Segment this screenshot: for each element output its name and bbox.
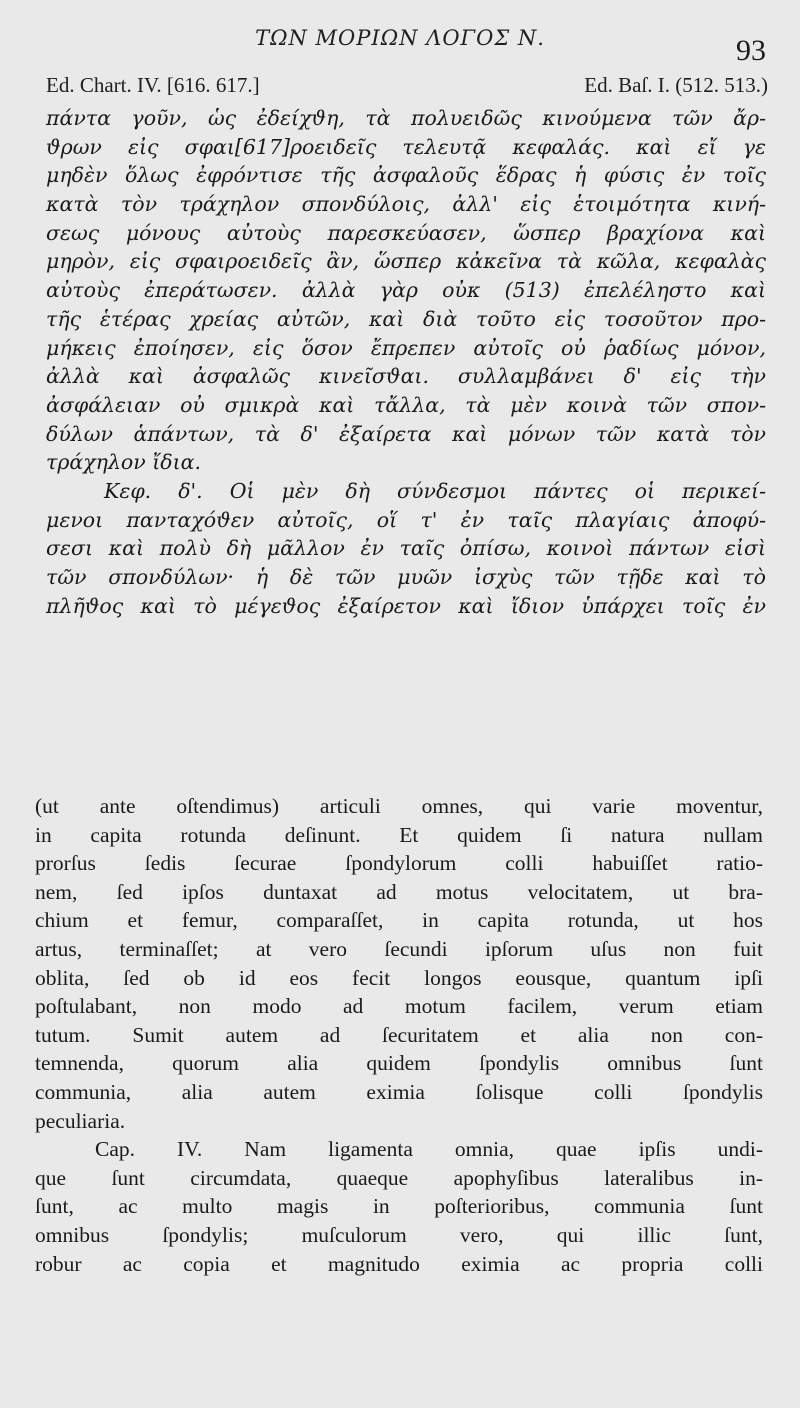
greek-line: μηδὲν ὅλως ἐφρόντισε τῆς ἀσφαλοῦς ἕδρας ἡ φύσις ἐν τοῖς (46, 163, 766, 188)
greek-line: μηρὸν, εἰς σφαιροειδεῖς ἂν, ὥσπερ κἀκεῖνα τὰ κῶλα, κεφαλὰς (46, 249, 766, 274)
greek-line: τῆς ἑτέρας χρείας αὐτῶν, καὶ διὰ τοῦτο εἰς τοσοῦτον προ- (46, 306, 766, 331)
greek-line: δύλων ἁπάντων, τὰ δ' ἐξαίρετα καὶ μόνων τῶν κατὰ τὸν (46, 421, 766, 446)
latin-line: artus, terminaſſet; at vero ſecundi ipſorum uſus non fuit (35, 936, 763, 961)
latin-line: omnibus ſpondylis; muſculorum vero, qui illic ſunt, (35, 1222, 763, 1247)
latin-line: oblita, ſed ob id eos fecit longos eousque, quantum ipſi (35, 965, 763, 990)
greek-line: σεως μόνους αὐτοὺς παρεσκεύασεν, ὥσπερ βραχίονα καὶ (46, 220, 766, 245)
greek-line: ϑρων εἰς σφαι[617]ροειδεῖς τελευτᾷ κεφαλάς. καὶ εἴ γε (46, 134, 766, 159)
latin-line: que ſunt circumdata, quaeque apophyſibus lateralibus in- (35, 1165, 763, 1190)
running-title: ΤΩΝ ΜΟΡΙΩΝ ΛΟΓΟΣ Ν. (255, 26, 545, 50)
greek-chapter-heading-line: Κεφ. δ'. Οἱ μὲν δὴ σύνδεσμοι πάντες οἱ περικεί- (104, 478, 766, 503)
greek-line: πάντα γοῦν, ὡς ἐδείχϑη, τὰ πολυειδῶς κινούμενα τῶν ἄρ- (46, 106, 766, 130)
edition-reference-basel: Ed. Baſ. I. (512. 513.) (584, 73, 768, 97)
greek-line: μήκεις ἐποίησεν, εἰς ὅσον ἔπρεπεν αὐτοῖς οὐ ῥαδίως μόνον, (46, 335, 766, 360)
latin-line: tutum. Sumit autem ad ſecuritatem et alia non con- (35, 1022, 763, 1047)
latin-line: chium et femur, comparaſſet, in capita rotunda, ut hos (35, 908, 763, 933)
greek-line: μενοι πανταχόϑεν αὐτοῖς, οἵ τ' ἐν ταῖς πλαγίαις ἀποφύ- (46, 507, 766, 532)
greek-line: σεσι καὶ πολὺ δὴ μᾶλλον ἐν ταῖς ὀπίσω, κοινοὶ πάντων εἰσὶ (46, 536, 766, 561)
latin-chapter-heading-line: Cap. IV. Nam ligamenta omnia, quae ipſis undi- (95, 1137, 763, 1162)
greek-line: τῶν σπονδύλων· ἡ δὲ τῶν μυῶν ἰσχὺς τῶν τῇδε καὶ τὸ (46, 565, 766, 589)
greek-line: ἀλλὰ καὶ ἀσφαλῶς κινεῖσϑαι. συλλαμβάνει δ' εἰς τὴν (46, 364, 766, 389)
latin-line: robur ac copia et magnitudo eximia ac propria colli (35, 1251, 763, 1276)
edition-reference-chartier: Ed. Chart. IV. [616. 617.] (46, 73, 260, 97)
greek-line: κατὰ τὸν τράχηλον σπονδύλοις, ἀλλ' εἰς ἑτοιμότητα κινή- (46, 192, 766, 217)
greek-line: τράχηλον ἴδια. (46, 450, 202, 475)
latin-line: prorſus ſedis ſecurae ſpondylorum colli habuiſſet ratio- (35, 851, 763, 876)
latin-line: in capita rotunda deſinunt. Et quidem ſi natura nullam (35, 822, 763, 847)
latin-text-block (35, 792, 763, 1278)
latin-line: communia, alia autem eximia ſolisque colli ſpondylis (35, 1079, 763, 1104)
page-number: 93 (736, 34, 766, 67)
greek-line: ἀσφάλειαν οὐ σμικρὰ καὶ τἄλλα, τὰ μὲν κοινὰ τῶν σπον- (46, 392, 766, 417)
greek-line: αὐτοὺς ἐπεράτωσεν. ἀλλὰ γὰρ οὐκ (513) ἐπελέληστο καὶ (46, 278, 766, 303)
greek-text-block (46, 104, 766, 620)
latin-line: ſunt, ac multo magis in poſterioribus, communia ſunt (35, 1194, 763, 1219)
latin-line: temnenda, quorum alia quidem ſpondylis omnibus ſunt (35, 1051, 763, 1076)
latin-line: peculiaria. (35, 1108, 126, 1133)
latin-line: (ut ante oſtendimus) articuli omnes, qui varie moventur, (35, 794, 763, 818)
greek-line: πλῆϑος καὶ τὸ μέγεϑος ἐξαίρετον καὶ ἴδιον ὑπάρχει τοῖς ἐν (46, 593, 766, 618)
latin-line: poſtulabant, non modo ad motum facilem, verum etiam (35, 994, 763, 1019)
latin-line: nem, ſed ipſos duntaxat ad motus velocitatem, ut bra- (35, 879, 763, 904)
